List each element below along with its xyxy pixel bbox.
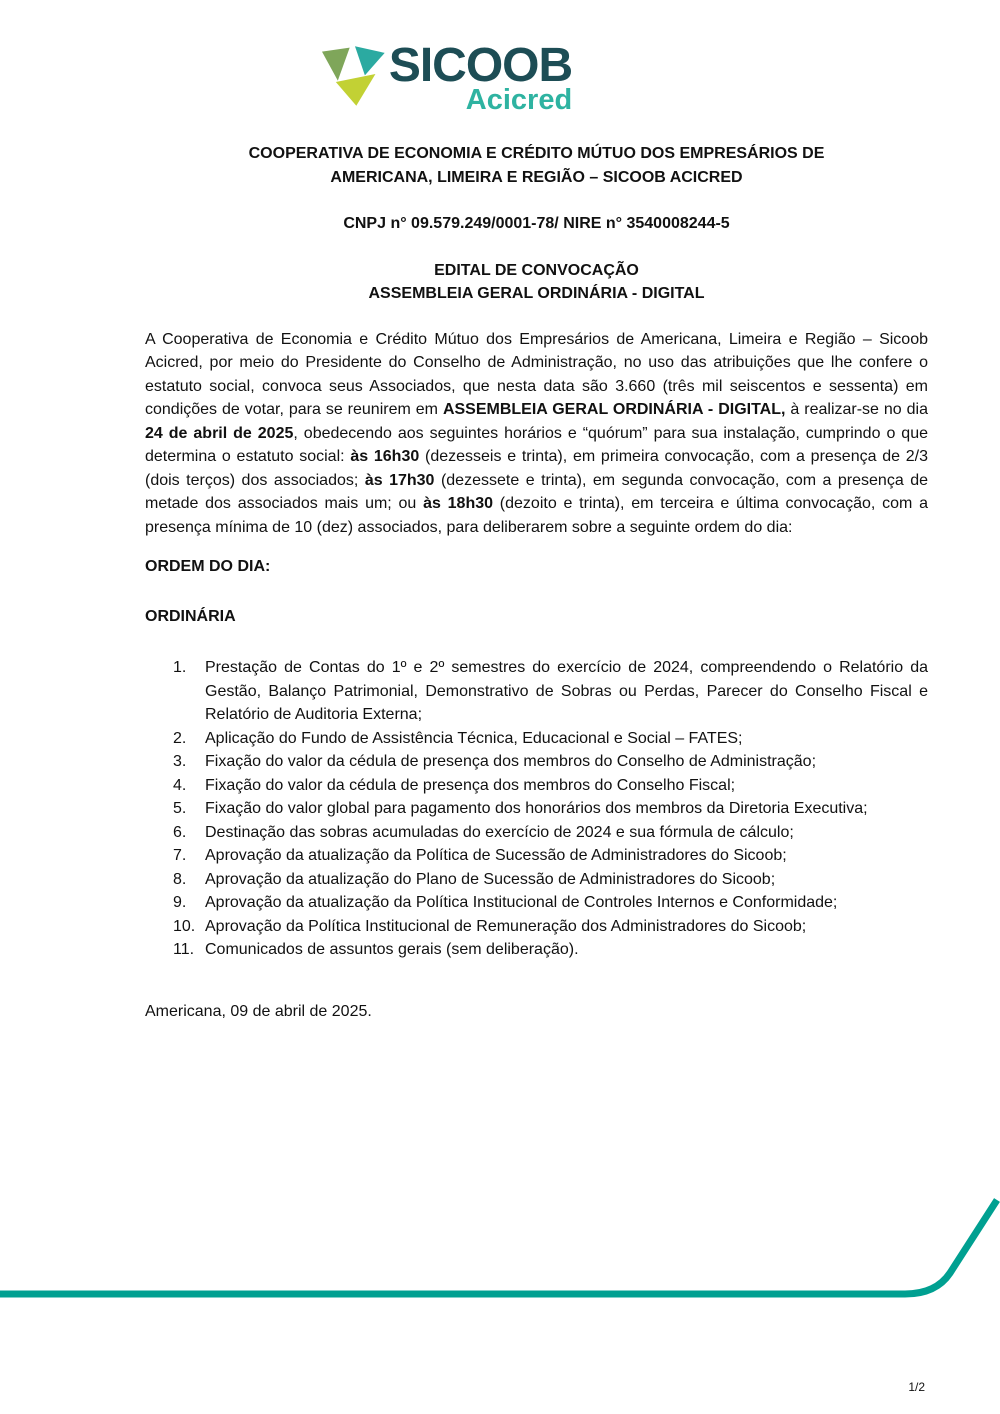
brand-wordmark: SICOOB xyxy=(388,39,573,92)
agenda-item: Prestação de Contas do 1º e 2º semestres do exercício de 2024, compreendendo o Relatório da Gestão, Balanço Patrimonial, Demonstrativo de Sobras ou Perdas, Parecer do Conselho Fiscal e Relatório de Auditoria Externa; xyxy=(205,659,928,723)
paragraph-run: (dezesseis e trinta), em primeira convocação, com a presença de 2/3 (dois terços) dos associados; xyxy=(145,448,929,489)
agenda-item: Aplicação do Fundo de Assistência Técnica, Educacional e Social – FATES; xyxy=(205,729,743,747)
registration-line: CNPJ n° 09.579.249/0001-78/ NIRE n° 3540008244-5 xyxy=(343,215,730,232)
paragraph-run: A Cooperativa de Economia e Crédito Mútuo dos Empresários de Americana, Limeira e Região – Sicoob Acicred, por meio do Presidente do Conselho de Administração, no uso das atribuições que lhe confere o estatuto social, convoca seus Associados, que nesta data são 3.660 (três mil seiscentos e sessenta) em condições de votar, para se reunirem em xyxy=(145,330,928,418)
sub-brand-wordmark: Acicred xyxy=(465,84,573,116)
sicoob-acicred-logo xyxy=(320,39,573,116)
org-name-line2: AMERICANA, LIMEIRA E REGIÃO – SICOOB ACICRED xyxy=(330,168,743,186)
agenda-item: Fixação do valor global para pagamento dos honorários dos membros da Diretoria Executiva; xyxy=(205,800,868,817)
agenda-item: Aprovação da atualização da Política de Sucessão de Administradores do Sicoob; xyxy=(205,847,787,864)
agenda-item: Aprovação da atualização do Plano de Sucessão de Administradores do Sicoob; xyxy=(205,870,776,888)
paragraph-bold-run: 24 de abril de 2025 xyxy=(145,424,294,442)
paragraph-bold-run: ASSEMBLEIA GERAL ORDINÁRIA - DIGITAL, xyxy=(442,401,786,418)
agenda-item: Aprovação da Política Institucional de Remuneração dos Administradores do Sicoob; xyxy=(205,917,807,935)
doc-title-line2: ASSEMBLEIA GERAL ORDINÁRIA - DIGITAL xyxy=(368,285,705,302)
paragraph-bold-run: às 18h30 xyxy=(423,495,494,512)
agenda-list xyxy=(145,656,928,962)
agenda-item: Fixação do valor da cédula de presença dos membros do Conselho de Administração; xyxy=(205,753,817,770)
doc-title xyxy=(145,259,928,306)
org-name-line1: COOPERATIVA DE ECONOMIA E CRÉDITO MÚTUO DOS EMPRESÁRIOS DE xyxy=(248,145,825,162)
document-content xyxy=(0,142,1000,1023)
logo-text xyxy=(388,39,573,116)
paragraph-bold-run: às 17h30 xyxy=(364,471,435,489)
agenda-item: Destinação das sobras acumuladas do exercício de 2024 e sua fórmula de cálculo; xyxy=(205,823,794,841)
body-paragraph xyxy=(145,328,928,540)
agenda-item: Aprovação da atualização da Política Institucional de Controles Internos e Conformidade; xyxy=(205,894,838,911)
paragraph-run: , obedecendo aos seguintes horários e “quórum” para sua instalação, cumprindo o que determina o estatuto social: xyxy=(145,424,928,465)
agenda-heading: ORDEM DO DIA: xyxy=(145,558,271,575)
page-number: 1/2 xyxy=(908,1380,925,1394)
paragraph-bold-run: às 16h30 xyxy=(350,448,420,465)
logo-row xyxy=(0,0,1000,114)
agenda-item: Fixação do valor da cédula de presença dos membros do Conselho Fiscal; xyxy=(205,776,736,794)
sicoob-triangle-logo-icon xyxy=(320,46,386,106)
date-line: Americana, 09 de abril de 2025. xyxy=(145,1002,372,1020)
footer-curve-decoration-icon xyxy=(0,1196,1000,1356)
paragraph-run: (dezoito e trinta), em terceira e última convocação, com a presença mínima de 10 (dez) associados, para deliberarem sobre a seguinte ordem do dia: xyxy=(145,495,929,536)
agenda-item: Comunicados de assuntos gerais (sem deliberação). xyxy=(205,941,579,958)
doc-title-line1: EDITAL DE CONVOCAÇÃO xyxy=(434,261,639,279)
paragraph-run: (dezessete e trinta), em segunda convocação, com a presença de metade dos associados mais um; ou xyxy=(145,471,929,512)
org-name xyxy=(145,142,928,189)
agenda-subheading: ORDINÁRIA xyxy=(145,607,236,625)
paragraph-run: à realizar-se no dia xyxy=(785,401,929,418)
